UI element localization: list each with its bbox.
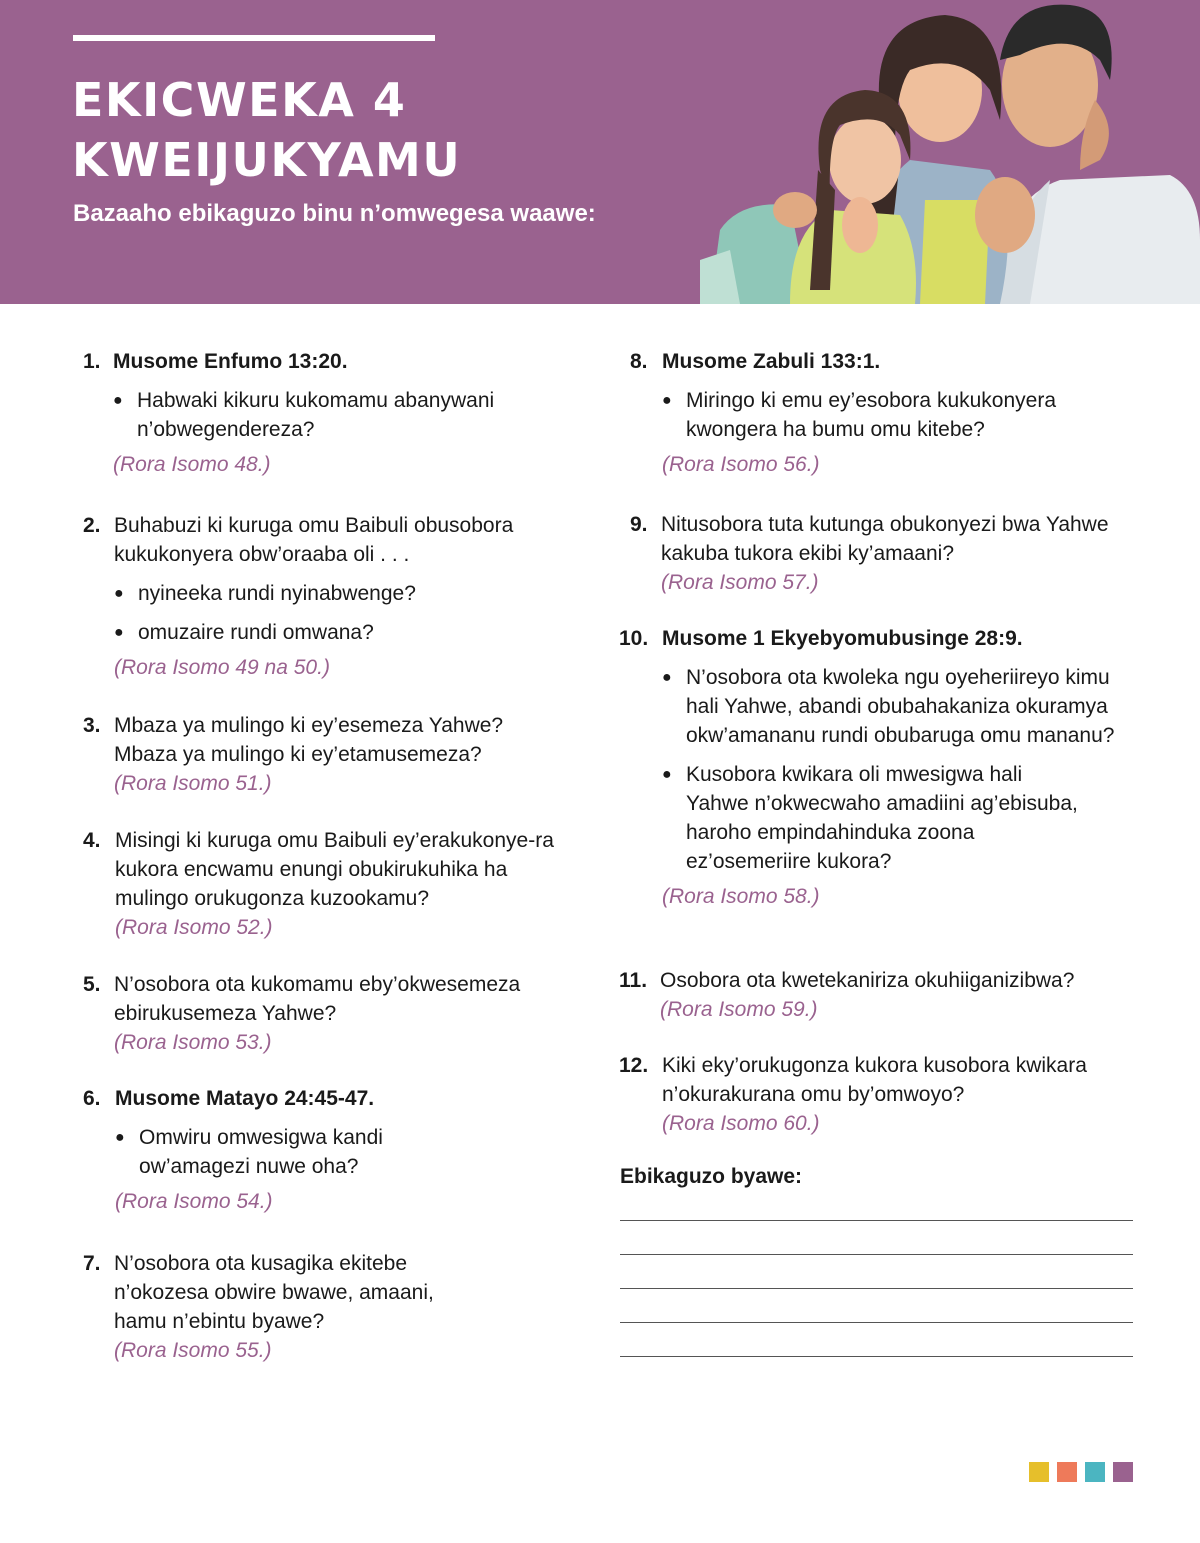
- question-8: [630, 347, 1130, 479]
- bullet-dot-icon: ●: [662, 669, 672, 686]
- question-number: 5.: [83, 973, 101, 996]
- question-text: Musome Matayo 24:45-47.: [115, 1087, 375, 1110]
- header-banner: [0, 0, 1200, 304]
- writing-line: [620, 1220, 1133, 1221]
- writing-line: [620, 1322, 1133, 1323]
- question-7: [83, 1249, 483, 1365]
- bullet-dot-icon: ●: [114, 585, 124, 602]
- question-number: 11.: [619, 969, 648, 992]
- lesson-reference: (Rora Isomo 57.): [661, 571, 819, 594]
- lesson-reference: (Rora Isomo 48.): [113, 453, 271, 476]
- question-number: 10.: [619, 627, 649, 650]
- question-bullet: [113, 386, 593, 444]
- question-3: [83, 711, 563, 798]
- question-9: [630, 510, 1130, 597]
- title-line-1: EKICWEKA 4: [72, 73, 407, 127]
- lesson-reference: (Rora Isomo 49 na 50.): [114, 656, 330, 679]
- header-rule: [73, 35, 435, 41]
- question-bullet: [662, 663, 1126, 750]
- lesson-reference: (Rora Isomo 54.): [115, 1190, 273, 1213]
- color-square-teal: [1085, 1462, 1105, 1482]
- bullet-dot-icon: ●: [113, 392, 123, 409]
- your-questions-label: Ebikaguzo byawe:: [620, 1165, 803, 1188]
- family-praying-illustration: [700, 0, 1200, 304]
- question-text: Musome Zabuli 133:1.: [662, 350, 881, 373]
- page-subtitle: Bazaaho ebikaguzo binu n’omwegesa waawe:: [73, 200, 596, 227]
- bullet-dot-icon: ●: [115, 1129, 125, 1146]
- question-number: 2.: [83, 514, 101, 537]
- question-bullet: [662, 760, 1086, 876]
- writing-line: [620, 1254, 1133, 1255]
- bullet-text: Habwaki kikuru kukomamu abanywani n’obwegendereza?: [137, 389, 495, 441]
- question-4: [83, 826, 583, 942]
- lesson-reference: (Rora Isomo 53.): [114, 1031, 272, 1054]
- question-bullet: [662, 386, 1106, 444]
- question-text: Misingi ki kuruga omu Baibuli ey’erakukonye-ra kukora encwamu enungi obukirukuhika ha mulingo orukugonza kuzookamu?: [115, 829, 554, 910]
- question-text: Musome Enfumo 13:20.: [113, 350, 348, 373]
- lesson-reference: (Rora Isomo 51.): [114, 772, 272, 795]
- question-bullet: [114, 618, 583, 647]
- bullet-text: Miringo ki emu ey’esobora kukukonyera kwongera ha bumu omu kitebe?: [686, 389, 1057, 441]
- bullet-dot-icon: ●: [662, 392, 672, 409]
- question-number: 8.: [630, 350, 648, 373]
- lesson-reference: (Rora Isomo 56.): [662, 453, 820, 476]
- writing-line: [620, 1288, 1133, 1289]
- bullet-text: Omwiru omwesigwa kandi ow’amagezi nuwe oha?: [139, 1126, 383, 1178]
- question-text: Buhabuzi ki kuruga omu Baibuli obusobora kukukonyera obw’oraaba oli . . .: [114, 514, 514, 566]
- question-2: [83, 511, 583, 682]
- color-square-orange: [1057, 1462, 1077, 1482]
- color-square-yellow: [1029, 1462, 1049, 1482]
- question-text: Nitusobora tuta kutunga obukonyezi bwa Yahwe kakuba tukora ekibi ky’amaani?: [661, 513, 1109, 565]
- question-text: Kiki eky’orukugonza kukora kusobora kwikara n’okurakurana omu by’omwoyo?: [662, 1054, 1087, 1106]
- lesson-reference: (Rora Isomo 52.): [115, 916, 273, 939]
- question-1: [83, 347, 593, 479]
- bullet-text: N’osobora ota kwoleka ngu oyeheriireyo kimu hali Yahwe, abandi obubahakaniza okuramya okw’amananu rundi obubaruga omu mananu?: [686, 666, 1115, 747]
- color-square-violet: [1113, 1462, 1133, 1482]
- bullet-text: Kusobora kwikara oli mwesigwa hali Yahwe n’okwecwaho amadiini ag’ebisuba, haroho empindahinduka zoona ez’osemeriire kukora?: [686, 763, 1078, 873]
- page-title: [72, 70, 461, 190]
- question-number: 6.: [83, 1087, 101, 1110]
- question-number: 7.: [83, 1252, 101, 1275]
- lesson-reference: (Rora Isomo 60.): [662, 1112, 820, 1135]
- writing-line: [620, 1356, 1133, 1357]
- title-line-2: KWEIJUKYAMU: [72, 133, 462, 187]
- question-text: Osobora ota kwetekaniriza okuhiiganizibwa?: [660, 969, 1075, 992]
- question-number: 12.: [619, 1054, 649, 1077]
- question-bullet: [115, 1123, 439, 1181]
- question-number: 3.: [83, 714, 101, 737]
- bullet-dot-icon: ●: [662, 766, 672, 783]
- question-text: Musome 1 Ekyebyomubusinge 28:9.: [662, 627, 1023, 650]
- bullet-dot-icon: ●: [114, 624, 124, 641]
- question-text: Mbaza ya mulingo ki ey’esemeza Yahwe? Mbaza ya mulingo ki ey’etamusemeza?: [114, 714, 504, 766]
- question-12: [619, 1051, 1139, 1138]
- lesson-reference: (Rora Isomo 59.): [660, 998, 818, 1021]
- question-11: [619, 966, 1139, 1024]
- bullet-text: nyineeka rundi nyinabwenge?: [138, 582, 416, 605]
- lesson-reference: (Rora Isomo 58.): [662, 885, 820, 908]
- question-5: [83, 970, 583, 1057]
- question-number: 1.: [83, 350, 101, 373]
- question-number: 9.: [630, 513, 648, 536]
- question-6: [83, 1084, 583, 1216]
- question-10: [619, 624, 1139, 911]
- question-bullet: [114, 579, 583, 608]
- question-text: N’osobora ota kukomamu eby’okwesemeza ebirukusemeza Yahwe?: [114, 973, 521, 1025]
- question-text: N’osobora ota kusagika ekitebe n’okozesa obwire bwawe, amaani, hamu n’ebintu byawe?: [114, 1252, 434, 1333]
- lesson-reference: (Rora Isomo 55.): [114, 1339, 272, 1362]
- question-number: 4.: [83, 829, 101, 852]
- bullet-text: omuzaire rundi omwana?: [138, 621, 374, 644]
